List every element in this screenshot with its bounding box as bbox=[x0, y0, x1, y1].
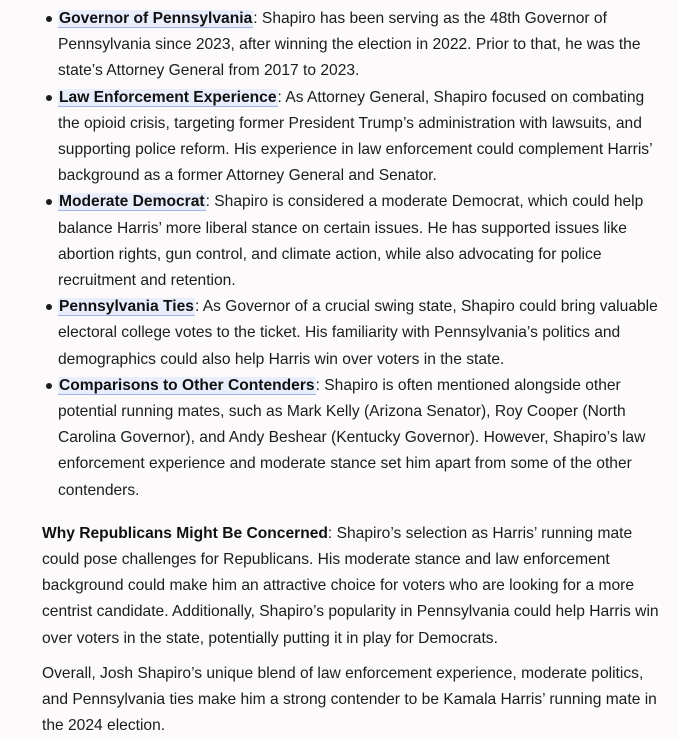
list-item bbox=[58, 189, 661, 294]
concern-text: : Shapiro’s selection as Harris’ running mate could pose challenges for Republicans. His moderate stance and law enforcement background could make him an attractive choice for voters who are looking for a more centrist candidate. Additionally, Shapiro’s popularity in Pennsylvania could help Harris win over voters in the state, potentially putting it in play for Democrats. bbox=[42, 524, 659, 647]
key-points-list bbox=[42, 6, 661, 504]
point-text: : Shapiro is often mentioned alongside other potential running mates, such as Mark Kelly (Arizona Senator), Roy Cooper (North Carolina Governor), and Andy Beshear (Kentucky Governor). However, Shapiro’s law enforcement experience and moderate stance set him apart from some of the other contenders. bbox=[58, 376, 646, 499]
list-item bbox=[58, 85, 661, 190]
point-title-link[interactable]: Comparisons to Other Contenders bbox=[59, 376, 315, 394]
list-item bbox=[58, 373, 661, 504]
concern-paragraph bbox=[42, 521, 661, 652]
point-text: : Shapiro has been serving as the 48th Governor of Pennsylvania since 2023, after winning the election in 2022. Prior to that, he was the state’s Attorney General from 2017 to 2023. bbox=[58, 10, 641, 80]
point-text: : Shapiro is considered a moderate Democrat, which could help balance Harris’ more liberal stance on certain issues. He has supported issues like abortion rights, gun control, and climate action, while also advocating for police recruitment and retention. bbox=[58, 193, 644, 290]
list-item bbox=[58, 6, 661, 85]
point-text: : As Attorney General, Shapiro focused on combating the opioid crisis, targeting former President Trump’s administration with lawsuits, and supporting police reform. His experience in law enforcement could complement Harris’ background as a former Attorney General and Senator. bbox=[58, 88, 652, 185]
point-title-link[interactable]: Governor of Pennsylvania bbox=[59, 10, 253, 27]
point-title-link[interactable]: Law Enforcement Experience bbox=[59, 88, 277, 106]
point-text: : As Governor of a crucial swing state, Shapiro could bring valuable electoral college votes to the ticket. His familiarity with Pennsylvania’s politics and demographics could also help Harris win over voters in the state. bbox=[58, 298, 658, 368]
point-title-link[interactable]: Pennsylvania Ties bbox=[59, 298, 194, 316]
concern-title: Why Republicans Might Be Concerned bbox=[42, 524, 328, 542]
conclusion-paragraph: Overall, Josh Shapiro’s unique blend of law enforcement experience, moderate politics, and Pennsylvania ties make him a strong contender to be Kamala Harris’ running mate in the 2024 election. bbox=[42, 664, 657, 735]
list-item bbox=[58, 294, 661, 373]
point-title-link[interactable]: Moderate Democrat bbox=[59, 193, 205, 211]
